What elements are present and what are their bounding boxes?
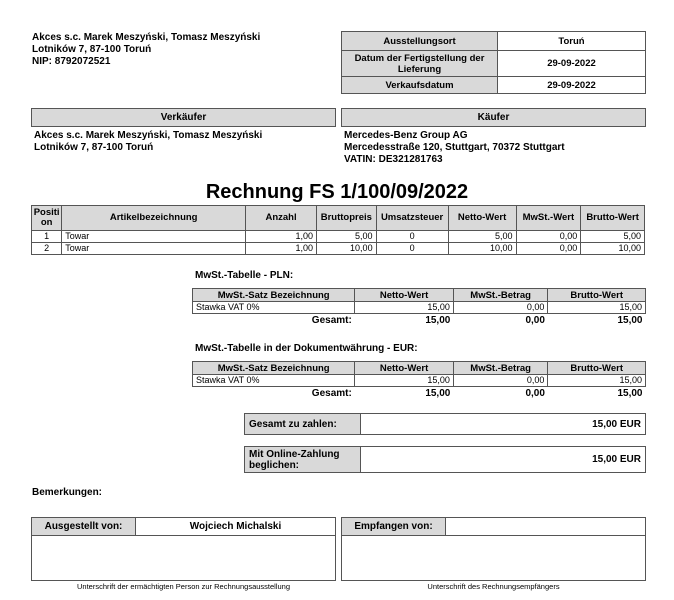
issued-by-box [31,517,336,581]
paid-online-value: 15,00 EUR [361,447,646,473]
row-qty: 1,00 [246,243,317,255]
received-by-box [341,517,646,581]
seller-header-name: Akces s.c. Marek Meszyński, Tomasz Meszyński [32,32,261,43]
total-due-value: 15,00 EUR [361,414,646,435]
vat-eur-col-rate: MwSt.-Satz Bezeichnung [193,362,355,375]
vat-eur-table [192,361,646,400]
seller-block [31,108,336,154]
issue-place-label: Ausstellungsort [342,32,498,51]
vat-pln-col-net: Netto-Wert [355,289,454,302]
vat-eur-title: MwSt.-Tabelle in der Dokumentwährung - EUR: [195,343,418,354]
seller-header-address: Lotników 7, 87-100 Toruń [32,44,152,55]
vat-eur-total-gross: 15,00 [617,388,643,399]
vat-pln-total-gross: 15,00 [617,315,643,326]
vat-eur-col-vat: MwSt.-Betrag [453,362,548,375]
vat-eur-gross: 15,00 [548,375,646,387]
col-gross-price: Bruttopreis [317,206,377,231]
vat-eur-total-label: Gesamt: [311,388,352,399]
paid-online-label: Mit Online-Zahlung beglichen: [245,447,361,473]
row-turnover-tax: 0 [376,231,448,243]
row-pos: 2 [32,243,62,255]
issue-info-table [341,31,646,94]
received-signature-caption: Unterschrift des Rechnungsempfängers [427,582,560,591]
issued-by-name: Wojciech Michalski [136,518,336,536]
vat-eur-col-net: Netto-Wert [355,362,454,375]
col-position: Positi on [32,206,62,231]
table-row [193,302,646,314]
seller-name: Akces s.c. Marek Meszyński, Tomasz Meszyński [34,130,263,141]
issue-place-value: Toruń [498,32,646,51]
vat-eur-total-net: 15,00 [425,388,451,399]
total-due-table [244,413,646,435]
issued-by-label: Ausgestellt von: [32,518,136,536]
vat-eur-rate: Stawka VAT 0% [193,375,355,387]
remarks-label: Bemerkungen: [32,487,103,498]
row-gross: 5,00 [581,231,645,243]
row-name: Towar [62,231,246,243]
invoice-title: Rechnung FS 1/100/09/2022 [205,181,469,203]
delivery-date-value: 29-09-2022 [498,51,646,77]
seller-header [32,32,260,68]
vat-pln-vat: 0,00 [453,302,548,314]
col-net: Netto-Wert [448,206,516,231]
vat-eur-net: 15,00 [355,375,454,387]
row-qty: 1,00 [246,231,317,243]
received-by-name [446,518,646,536]
buyer-name: Mercedes-Benz Group AG [344,130,468,141]
sale-date-value: 29-09-2022 [498,77,646,94]
buyer-block [341,108,646,166]
vat-pln-col-gross: Brutto-Wert [548,289,646,302]
vat-pln-total-row [193,314,646,328]
vat-pln-gross: 15,00 [548,302,646,314]
vat-pln-total-net: 15,00 [425,315,451,326]
col-vat: MwSt.-Wert [516,206,581,231]
vat-pln-total-vat: 0,00 [525,315,545,326]
row-vat: 0,00 [516,231,581,243]
delivery-date-label: Datum der Fertigstellung der Lieferung [342,51,498,77]
sale-date-label: Verkaufsdatum [342,77,498,94]
issued-signature-caption: Unterschrift der ermächtigten Person zur Rechnungsausstellung [76,582,291,591]
row-net: 10,00 [448,243,516,255]
vat-pln-table [192,288,646,327]
vat-eur-col-gross: Brutto-Wert [548,362,646,375]
table-row [32,231,645,243]
table-row [32,243,645,255]
col-qty: Anzahl [246,206,317,231]
row-gross-price: 5,00 [317,231,377,243]
items-table [31,205,645,255]
vat-pln-rate: Stawka VAT 0% [193,302,355,314]
col-name: Artikelbezeichnung [62,206,246,231]
buyer-address: Mercedesstraße 120, Stuttgart, 70372 Stuttgart [344,142,565,153]
row-turnover-tax: 0 [376,243,448,255]
total-due-label: Gesamt zu zahlen: [245,414,361,435]
buyer-heading: Käufer [341,108,646,127]
vat-pln-col-vat: MwSt.-Betrag [453,289,548,302]
row-net: 5,00 [448,231,516,243]
row-pos: 1 [32,231,62,243]
received-signature-area [342,536,646,581]
row-gross-price: 10,00 [317,243,377,255]
seller-header-nip: NIP: 8792072521 [32,56,111,67]
vat-eur-vat: 0,00 [453,375,548,387]
paid-online-table [244,446,646,473]
col-turnover-tax: Umsatzsteuer [376,206,448,231]
vat-eur-total-row [193,387,646,401]
buyer-vatin: VATIN: DE321281763 [344,154,443,165]
vat-pln-col-rate: MwSt.-Satz Bezeichnung [193,289,355,302]
col-gross: Brutto-Wert [581,206,645,231]
row-gross: 10,00 [581,243,645,255]
issued-signature-area [32,536,336,581]
vat-pln-title: MwSt.-Tabelle - PLN: [195,270,294,281]
table-row [193,375,646,387]
row-vat: 0,00 [516,243,581,255]
vat-pln-total-label: Gesamt: [311,315,352,326]
seller-heading: Verkäufer [31,108,336,127]
vat-pln-net: 15,00 [355,302,454,314]
received-by-label: Empfangen von: [342,518,446,536]
row-name: Towar [62,243,246,255]
vat-eur-total-vat: 0,00 [525,388,545,399]
seller-address: Lotników 7, 87-100 Toruń [34,142,154,153]
